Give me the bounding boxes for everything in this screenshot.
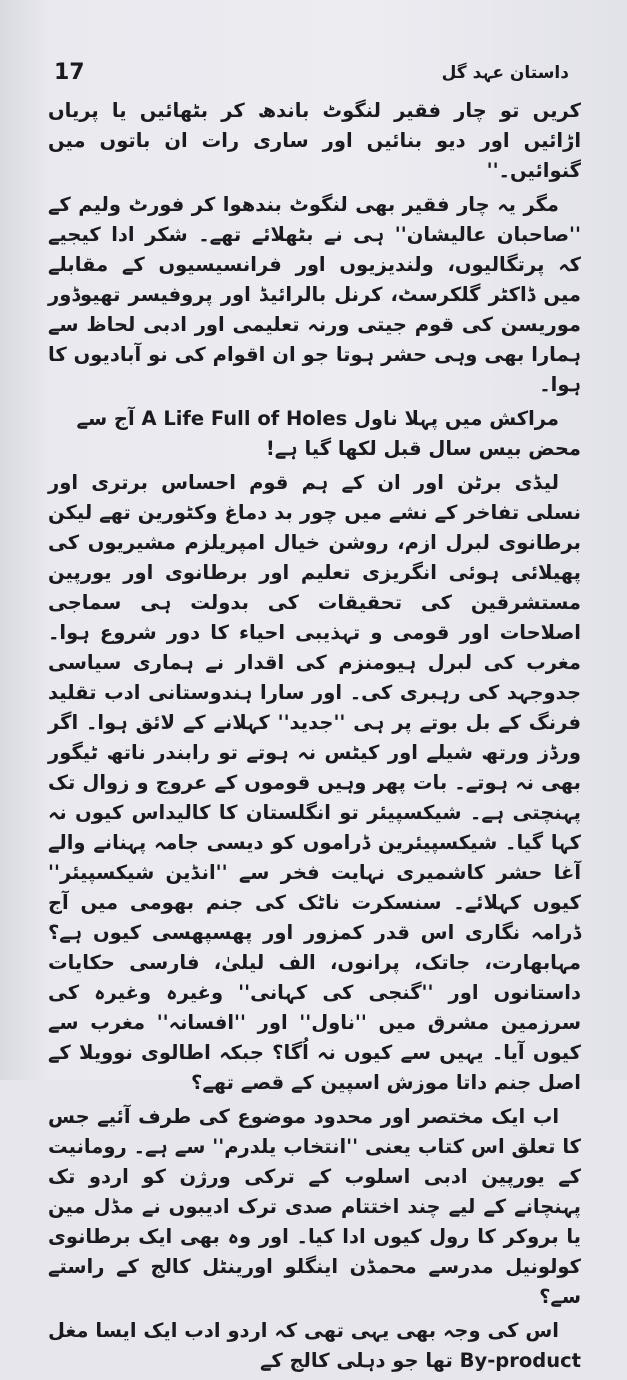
paragraph-3: مراکش میں پہلا ناول A Life Full of Holes آج سے محض بیس سال قبل لکھا گیا ہے! [76,407,581,460]
body-text [48,96,581,1380]
paragraph-4: لیڈی برٹن اور ان کے ہم قوم احساس برتری اور نسلی تفاخر کے نشے میں چور بد دماغ وکٹورین تھے لیکن برطانوی لبرل ازم، روشن خیال امپریلزم مشیریوں کی پھیلائی ہوئی انگریزی تعلیم اور برطانوی اور یورپین مستشرقین کی تحقیقات کی بدولت ہی سماجی اصلاحات اور قومی و تہذیبی احیاء کا دور شروع ہوا۔ مغرب کی لبرل ہیومنزم کی اقدار نے ہماری سیاسی جدوجہد کی رہبری کی۔ اور سارا ہندوستانی ادب تقلید فرنگ کے بل بوتے پر ہی ''جدید'' کہلانے کے لائق ہوا۔ اگر ورڈز ورتھ شیلے اور کیٹس نہ ہوتے تو رابندر ناتھ ٹیگور بھی نہ ہوتے۔ بات پھر وہیں قوموں کے عروج و زوال تک پہنچتی ہے۔ شیکسپیئر تو انگلستان کا کالیداس کیوں نہ کہا گیا۔ شیکسپیئرین ڈراموں کو دیسی جامہ پہنانے والے آغا حشر کاشمیری نہایت فخر سے ''انڈین شیکسپیئر'' کیوں کہلائے۔ سنسکرت ناٹک کی جنم بھومی میں آج ڈرامہ نگاری اس قدر کمزور اور پھسپھسی کیوں ہے؟ مہابھارت، جاتک، پرانوں، الف لیلیٰ، فارسی حکایات داستانوں اور ''گنجی کی کہانی'' وغیرہ وغیرہ کی سرزمین مشرق میں ''ناول'' اور ''افسانہ'' مغرب سے کیوں آیا۔ یہیں سے کیوں نہ اُگا؟ جبکہ اطالوی نوویلا کے اصل جنم داتا موزش اسپین کے قصے تھے؟ [48,471,581,1094]
paragraph-6: اس کی وجہ بھی یہی تھی کہ اردو ادب ایک ایسا مغل By-product تھا جو دہلی کالج کے [48,1319,581,1372]
page-number: 17 [54,60,85,85]
paragraph-5: اب ایک مختصر اور محدود موضوع کی طرف آئیے جس کا تعلق اس کتاب یعنی ''انتخاب یلدرم'' سے ہے۔ رومانیت کے یورپین ادبی اسلوب کے ترکی ورژن کو اردو تک پہنچانے کے لیے چند اختتام صدی ترک ادیبوں نے مڈل مین یا بروکر کا رول کیوں ادا کیا۔ اور وہ بھی ایک برطانوی کولونیل مدرسے محمڈن اینگلو اورینٹل کالج کے راستے سے؟ [48,1105,581,1308]
running-title: داستان عہد گل [441,63,569,83]
paragraph-1: کریں تو چار فقیر لنگوٹ باندھ کر بٹھائیں یا پریاں اڑائیں اور دیو بنائیں اور ساری رات ان باتوں میں گنوائیں۔'' [48,99,581,182]
paragraph-2: مگر یہ چار فقیر بھی لنگوٹ بندھوا کر فورٹ ولیم کے ''صاحبان عالیشان'' ہی نے بٹھلائے تھے۔ شکر ادا کیجیے کہ پرتگالیوں، ولندیزیوں اور فرانسیسیوں کے مقابلے میں ڈاکٹر گلکرسٹ، کرنل بالرائیڈ اور پروفیسر تھیوڈور موریسن کی قوم جیتی ورنہ تعلیمی اور ادبی لحاظ سے ہمارا بھی وہی حشر ہوتا جو ان اقوام کی نو آبادیوں کا ہوا۔ [48,193,581,396]
